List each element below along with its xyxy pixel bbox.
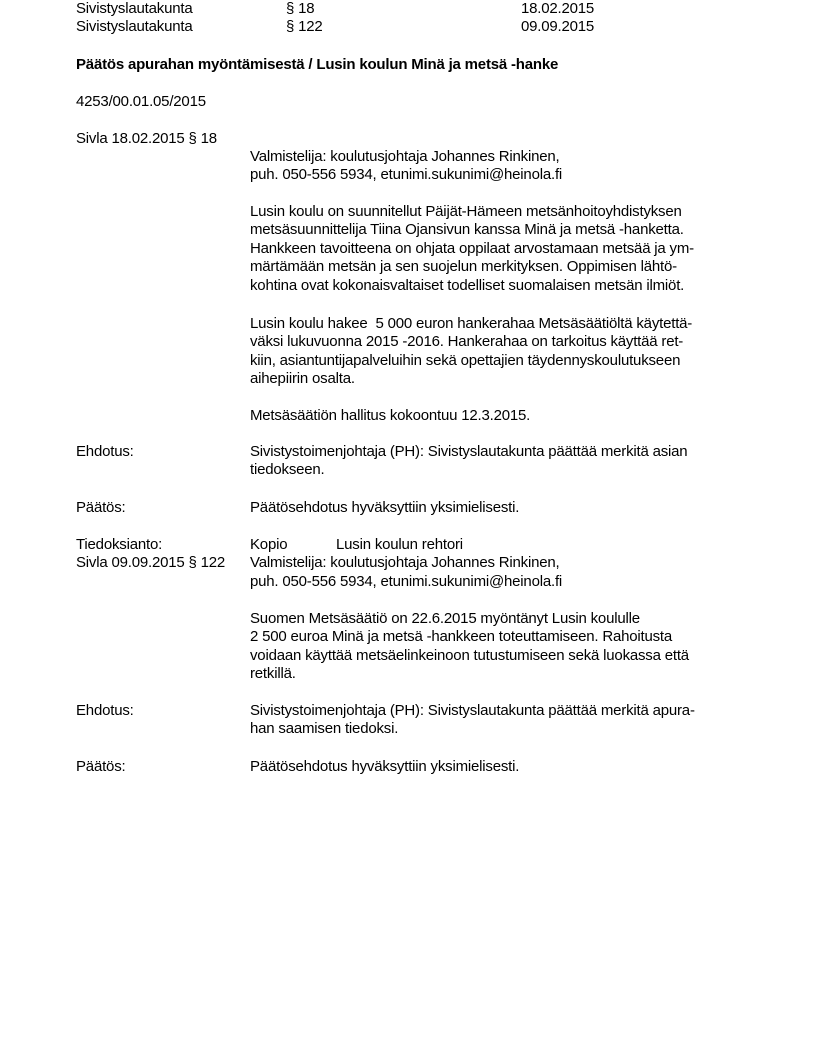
paragraph-line: 2 500 euroa Minä ja metsä -hankkeen toteuttamiseen. Rahoitusta (250, 628, 673, 645)
notice-kind: Kopio (250, 536, 288, 553)
paragraph-line: aihepiirin osalta. (250, 370, 355, 387)
notice-recipient: Lusin koulun rehtori (336, 536, 463, 553)
paragraph-line: Suomen Metsäsäätiö on 22.6.2015 myöntänyt Lusin koululle (250, 610, 640, 627)
paragraph-line: retkillä. (250, 665, 296, 682)
board-name: Sivistyslautakunta (76, 0, 193, 17)
proposal-label: Ehdotus: (76, 702, 134, 719)
paragraph-line: voidaan käyttää metsäelinkeinoon tutustumiseen sekä luokassa että (250, 647, 689, 664)
paragraph-line: kohtina ovat kokonaisvaltaiset todelliset suomalaisen metsän ilmiöt. (250, 277, 685, 294)
section-number: § 18 (286, 0, 315, 17)
paragraph-line: väksi lukuvuonna 2015 -2016. Hankerahaa on tarkoitus käyttää ret- (250, 333, 684, 350)
meeting-date: 18.02.2015 (521, 0, 595, 17)
preparer-line: Valmistelija: koulutusjohtaja Johannes Rinkinen, (250, 554, 560, 571)
paragraph-line: Lusin koulu on suunnitellut Päijät-Hämeen metsänhoitoyhdistyksen (250, 203, 682, 220)
section-number: § 122 (286, 18, 323, 35)
paragraph-line: Lusin koulu hakee 5 000 euron hankerahaa Metsäsäätiöltä käytettä- (250, 315, 693, 332)
meeting-date: 09.09.2015 (521, 18, 595, 35)
paragraph-line: kiin, asiantuntijapalveluihin sekä opettajien täydennyskoulutukseen (250, 352, 681, 369)
proposal-text: Sivistystoimenjohtaja (PH): Sivistyslautakunta päättää merkitä apura- (250, 702, 695, 719)
document-title: Päätös apurahan myöntämisestä / Lusin koulun Minä ja metsä -hanke (76, 56, 559, 73)
decision-text: Päätösehdotus hyväksyttiin yksimielisesti. (250, 499, 520, 516)
paragraph-line: Hankkeen tavoitteena on ohjata oppilaat arvostamaan metsää ja ym- (250, 240, 694, 257)
board-name: Sivistyslautakunta (76, 18, 193, 35)
proposal-label: Ehdotus: (76, 443, 134, 460)
notice-label: Tiedoksianto: (76, 536, 163, 553)
decision-label: Päätös: (76, 499, 126, 516)
meeting-label: Sivla 18.02.2015 § 18 (76, 130, 217, 147)
preparer-line: puh. 050-556 5934, etunimi.sukunimi@heinola.fi (250, 573, 563, 590)
proposal-text: Sivistystoimenjohtaja (PH): Sivistyslautakunta päättää merkitä asian (250, 443, 688, 460)
paragraph-line: Metsäsäätiön hallitus kokoontuu 12.3.2015. (250, 407, 531, 424)
meeting-label: Sivla 09.09.2015 § 122 (76, 554, 226, 571)
paragraph-line: märtämään metsän ja sen suojelun merkityksen. Oppimisen lähtö- (250, 258, 677, 275)
preparer-line: Valmistelija: koulutusjohtaja Johannes Rinkinen, (250, 148, 560, 165)
preparer-line: puh. 050-556 5934, etunimi.sukunimi@heinola.fi (250, 166, 563, 183)
proposal-text: tiedokseen. (250, 461, 325, 478)
decision-text: Päätösehdotus hyväksyttiin yksimielisesti. (250, 758, 520, 775)
decision-label: Päätös: (76, 758, 126, 775)
proposal-text: han saamisen tiedoksi. (250, 720, 399, 737)
reference-number: 4253/00.01.05/2015 (76, 93, 206, 110)
paragraph-line: metsäsuunnittelija Tiina Ojansivun kanssa Minä ja metsä -hanketta. (250, 221, 684, 238)
